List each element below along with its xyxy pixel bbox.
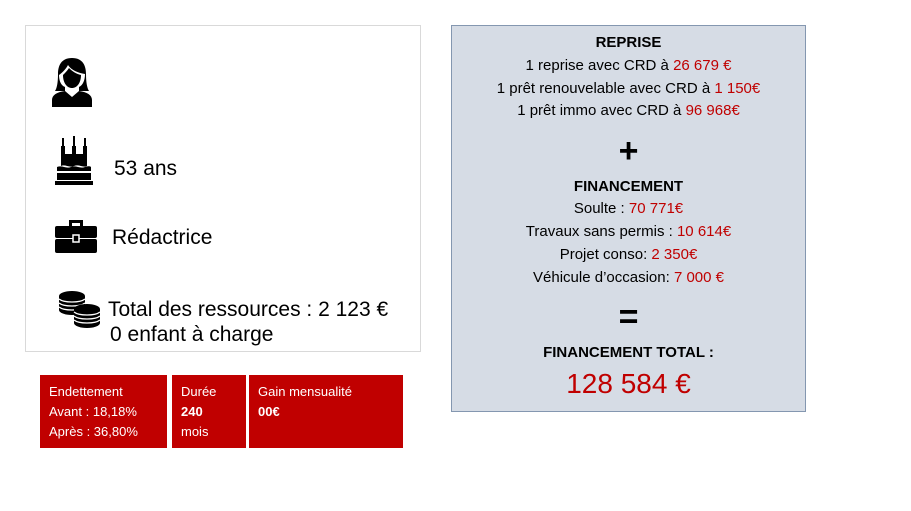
children-count-text: 0 enfant à charge bbox=[110, 323, 274, 346]
financing-summary-panel bbox=[451, 25, 806, 412]
financement-item-label: Soulte : bbox=[573, 200, 629, 217]
reprise-item-amount: 96 968€ bbox=[685, 102, 740, 119]
financement-item bbox=[452, 222, 805, 242]
financement-item-amount: 10 614€ bbox=[676, 223, 732, 240]
coins-stack-icon bbox=[56, 290, 104, 330]
plus-sign: + bbox=[618, 132, 639, 170]
reprise-item bbox=[452, 79, 805, 99]
woman-avatar-icon bbox=[48, 55, 96, 107]
financement-item bbox=[452, 268, 805, 288]
debt-ratio-before: Avant : 18,18% bbox=[49, 404, 137, 419]
duration-unit: mois bbox=[181, 424, 209, 439]
debt-ratio-box bbox=[40, 375, 167, 448]
birthday-cake-icon bbox=[55, 136, 93, 186]
debt-ratio-after: Après : 36,80% bbox=[49, 424, 138, 439]
reprise-title: REPRISE bbox=[595, 34, 662, 51]
financement-item bbox=[452, 245, 805, 265]
equals-sign: = bbox=[618, 298, 639, 336]
age-text: 53 ans bbox=[114, 157, 178, 180]
duration-box bbox=[172, 375, 246, 448]
financement-item-label: Projet conso: bbox=[559, 246, 652, 263]
total-resources-text: Total des ressources : 2 123 € bbox=[108, 298, 389, 321]
financement-item bbox=[452, 199, 805, 219]
reprise-item bbox=[452, 56, 805, 76]
financement-item-label: Véhicule d’occasion: bbox=[533, 269, 674, 286]
debt-ratio-label: Endettement bbox=[49, 384, 123, 399]
reprise-item-amount: 1 150€ bbox=[714, 80, 761, 97]
reprise-item-label: 1 prêt immo avec CRD à bbox=[517, 102, 686, 119]
total-financing-title: FINANCEMENT TOTAL : bbox=[543, 344, 714, 361]
duration-value: 240 bbox=[181, 404, 203, 419]
financement-item-label: Travaux sans permis : bbox=[525, 223, 677, 240]
reprise-item-label: 1 reprise avec CRD à bbox=[525, 57, 674, 74]
reprise-item-amount: 26 679 € bbox=[673, 57, 732, 74]
financement-item-amount: 70 771€ bbox=[628, 200, 684, 217]
financement-title: FINANCEMENT bbox=[573, 178, 684, 195]
monthly-gain-box bbox=[249, 375, 403, 448]
reprise-item-label: 1 prêt renouvelable avec CRD à bbox=[496, 80, 715, 97]
monthly-gain-value: 00€ bbox=[258, 404, 280, 419]
monthly-gain-label: Gain mensualité bbox=[258, 384, 352, 399]
financement-item-amount: 2 350€ bbox=[651, 246, 698, 263]
total-financing-amount: 128 584 € bbox=[566, 368, 691, 399]
briefcase-icon bbox=[54, 218, 98, 254]
job-title-text: Rédactrice bbox=[112, 226, 213, 249]
duration-label: Durée bbox=[181, 384, 217, 399]
financement-item-amount: 7 000 € bbox=[673, 269, 724, 286]
reprise-item bbox=[452, 101, 805, 121]
